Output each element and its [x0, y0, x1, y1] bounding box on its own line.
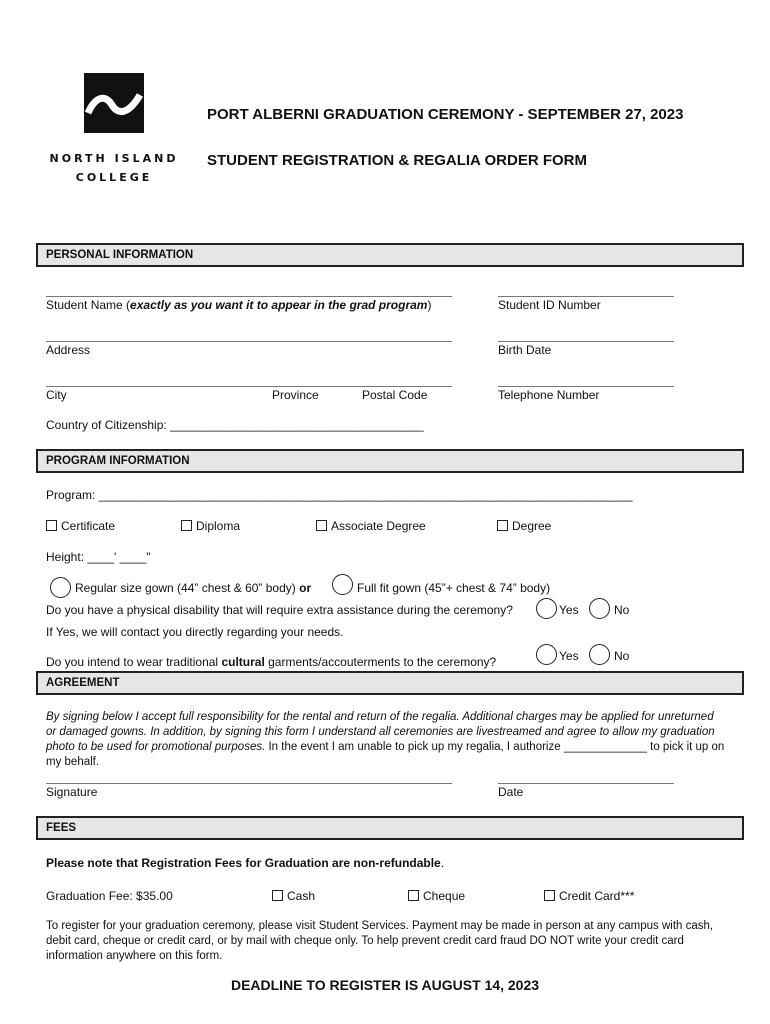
signature-label: Signature	[46, 785, 98, 799]
cultural-no-label: No	[614, 649, 630, 663]
birth-date-field[interactable]	[498, 341, 674, 342]
telephone-label: Telephone Number	[498, 388, 600, 402]
registration-info: To register for your graduation ceremony, please visit Student Services. Payment may be made in person at any campus with cash, debit card, cheque or credit card, or by mail with cheque only. To help prevent credit card fraud DO NOT write your credit card information anywhere on this form.	[46, 920, 714, 962]
section-personal-information: PERSONAL INFORMATION	[36, 243, 744, 267]
disability-no-label: No	[614, 603, 630, 617]
city-label: City	[46, 388, 67, 402]
radio-disability-no[interactable]	[589, 598, 610, 619]
logo-text-line2: COLLEGE	[75, 171, 153, 184]
birth-date-label: Birth Date	[498, 343, 552, 357]
regular-gown-label: Regular size gown (44” chest & 60” body) or	[75, 581, 312, 595]
disability-question: Do you have a physical disability that will require extra assistance during the ceremony?	[46, 603, 513, 617]
disability-note: If Yes, we will contact you directly regarding your needs.	[46, 625, 344, 639]
deadline-notice: DEADLINE TO REGISTER IS AUGUST 14, 2023	[230, 977, 540, 993]
height-field[interactable]: Height: ____' ____"	[46, 550, 151, 564]
checkbox-icon	[544, 890, 555, 901]
cultural-yes-label: Yes	[559, 649, 579, 663]
graduation-fee-label: Graduation Fee: $35.00	[46, 889, 173, 903]
checkbox-icon	[46, 520, 57, 531]
city-province-postal-field[interactable]	[46, 386, 452, 387]
checkbox-icon	[272, 890, 283, 901]
checkbox-associate-degree[interactable]: Associate Degree	[316, 519, 426, 533]
section-program-information: PROGRAM INFORMATION	[36, 449, 744, 473]
checkbox-certificate[interactable]: Certificate	[46, 519, 115, 533]
full-fit-gown-label: Full fit gown (45”+ chest & 74” body)	[357, 581, 551, 595]
disability-yes-label: Yes	[559, 603, 579, 617]
cultural-question: Do you intend to wear traditional cultural garments/accouterments to the ceremony?	[46, 655, 497, 669]
citizenship-field[interactable]: Country of Citizenship: ______________________________________	[46, 418, 424, 432]
fees-note: Please note that Registration Fees for Graduation are non-refundable.	[46, 856, 445, 870]
checkbox-degree[interactable]: Degree	[497, 519, 551, 533]
checkbox-cheque[interactable]: Cheque	[408, 889, 465, 903]
postal-code-label: Postal Code	[362, 388, 428, 402]
checkbox-diploma[interactable]: Diploma	[181, 519, 240, 533]
checkbox-icon	[408, 890, 419, 901]
address-field[interactable]	[46, 341, 452, 342]
radio-cultural-yes[interactable]	[536, 644, 557, 665]
student-name-label: Student Name (exactly as you want it to appear in the grad program)	[46, 298, 432, 312]
student-id-field[interactable]	[498, 296, 674, 297]
date-field[interactable]	[498, 783, 674, 784]
section-agreement: AGREEMENT	[36, 671, 744, 695]
checkbox-credit-card[interactable]: Credit Card***	[544, 889, 634, 903]
college-logo-icon	[84, 73, 144, 133]
section-fees: FEES	[36, 816, 744, 840]
checkbox-icon	[316, 520, 327, 531]
address-label: Address	[46, 343, 91, 357]
checkbox-icon	[497, 520, 508, 531]
radio-cultural-no[interactable]	[589, 644, 610, 665]
program-field[interactable]: Program: ________________________________________________________________________________	[46, 488, 633, 502]
student-name-field[interactable]	[46, 296, 452, 297]
checkbox-cash[interactable]: Cash	[272, 889, 315, 903]
province-label: Province	[272, 388, 319, 402]
page-title: PORT ALBERNI GRADUATION CEREMONY - SEPTEMBER 27, 2023	[207, 106, 684, 123]
radio-disability-yes[interactable]	[536, 598, 557, 619]
radio-full-fit-gown[interactable]	[332, 574, 353, 595]
logo-text-line1: NORTH ISLAND	[49, 152, 179, 165]
date-label: Date	[498, 785, 524, 799]
signature-field[interactable]	[46, 783, 452, 784]
agreement-text: By signing below I accept full responsibility for the rental and return of the regalia. Additional charges may be applied for unreturned or damaged gowns. In addition, by signing this form I understand all ceremonies are livestreamed and agree to allow my graduation photo to be used for promotional purposes. In the event I am unable to pick up my regalia, I authorize _____________ to pick it up on my behalf.	[46, 711, 725, 768]
radio-regular-gown[interactable]	[50, 577, 71, 598]
checkbox-icon	[181, 520, 192, 531]
student-id-label: Student ID Number	[498, 298, 601, 312]
form-title: STUDENT REGISTRATION & REGALIA ORDER FORM	[207, 152, 587, 169]
telephone-field[interactable]	[498, 386, 674, 387]
